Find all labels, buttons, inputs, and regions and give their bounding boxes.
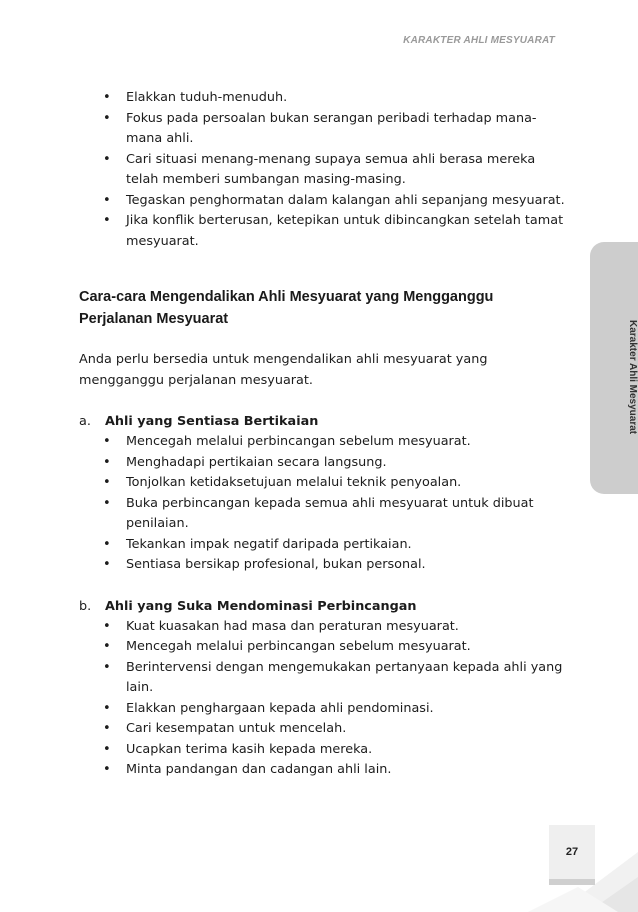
subsection-heading: [79, 596, 569, 617]
page-body: [79, 88, 569, 781]
list-item: • Mencegah melalui perbincangan sebelum mesyuarat.: [79, 637, 569, 658]
list-item: • Elakkan tuduh-menuduh.: [79, 88, 569, 109]
list-item: • Buka perbincangan kepada semua ahli mesyuarat untuk dibuat penilaian.: [79, 494, 569, 535]
list-item: • Cari kesempatan untuk mencelah.: [79, 719, 569, 740]
side-tab: [590, 242, 638, 494]
running-header: KARAKTER AHLI MESYUARAT: [403, 35, 555, 46]
list-item: • Tekankan impak negatif daripada pertikaian.: [79, 535, 569, 556]
side-tab-label: Karakter Ahli Mesyuarat: [627, 319, 638, 435]
list-item: • Menghadapi pertikaian secara langsung.: [79, 453, 569, 474]
list-item: • Mencegah melalui perbincangan sebelum mesyuarat.: [79, 432, 569, 453]
subsection-bullet-list: [79, 617, 569, 781]
list-item: • Kuat kuasakan had masa dan peraturan mesyuarat.: [79, 617, 569, 638]
subsection-title: Ahli yang Sentiasa Bertikaian: [105, 414, 319, 429]
list-item: • Berintervensi dengan mengemukakan pertanyaan kepada ahli yang lain.: [79, 658, 569, 699]
subsection-b: [79, 596, 569, 781]
list-item: • Tonjolkan ketidaksetujuan melalui teknik penyoalan.: [79, 473, 569, 494]
section-intro: Anda perlu bersedia untuk mengendalikan ahli mesyuarat yang mengganggu perjalanan mesyuarat.: [79, 352, 488, 388]
subsection-bullet-list: [79, 432, 569, 576]
list-item: • Sentiasa bersikap profesional, bukan personal.: [79, 555, 569, 576]
list-item: • Minta pandangan dan cadangan ahli lain.: [79, 760, 569, 781]
list-item: • Fokus pada persoalan bukan serangan peribadi terhadap mana-mana ahli.: [79, 109, 569, 150]
subsection-title: Ahli yang Suka Mendominasi Perbincangan: [105, 598, 417, 614]
subsection-heading: [79, 411, 569, 432]
list-item: • Jika konflik berterusan, ketepikan untuk dibincangkan setelah tamat mesyuarat.: [79, 211, 569, 252]
page-number: 27: [549, 825, 595, 885]
subsection-a: [79, 411, 569, 576]
list-item: • Ucapkan terima kasih kepada mereka.: [79, 740, 569, 761]
subsection-letter: b.: [79, 598, 92, 614]
subsection-letter: a.: [79, 414, 91, 429]
list-item: • Elakkan penghargaan kepada ahli pendominasi.: [79, 699, 569, 720]
section-title: Cara-cara Mengendalikan Ahli Mesyuarat yang Mengganggu Perjalanan Mesyuarat: [79, 289, 494, 327]
top-bullet-list: [79, 88, 569, 252]
list-item: • Cari situasi menang-menang supaya semua ahli berasa mereka telah memberi sumbangan masing-masing.: [79, 150, 569, 191]
list-item: • Tegaskan penghormatan dalam kalangan ahli sepanjang mesyuarat.: [79, 191, 569, 212]
